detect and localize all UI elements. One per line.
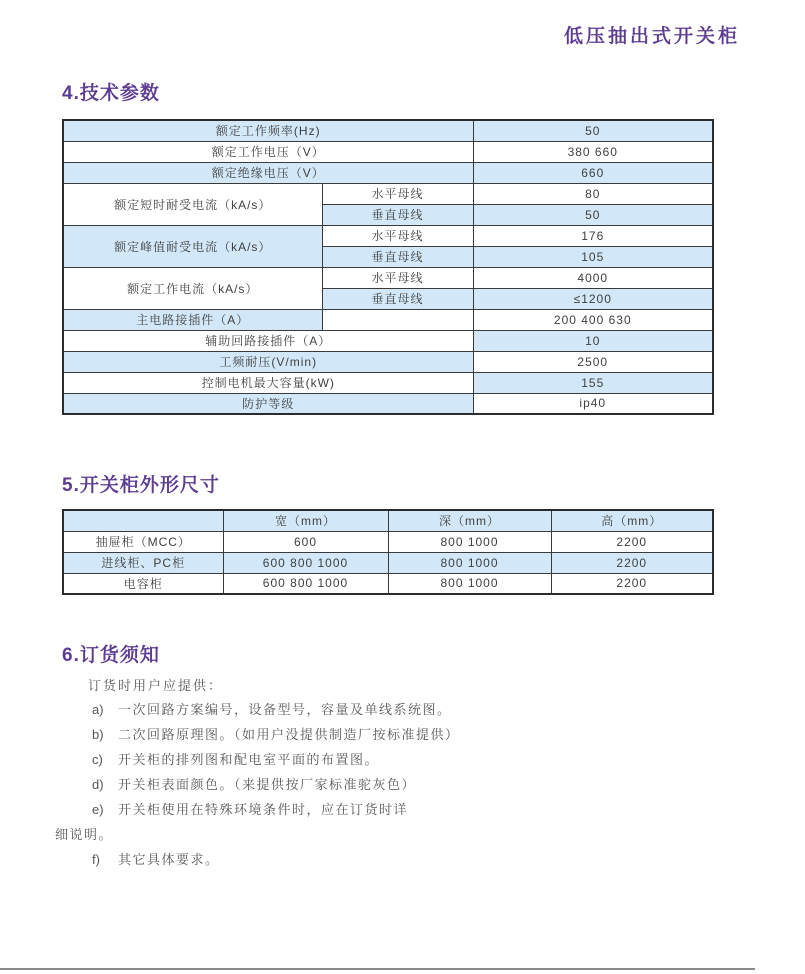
section-heading-ordering: 6.订货须知 — [62, 645, 160, 666]
list-item-text: 一次回路方案编号，设备型号，容量及单线系统图。 — [118, 702, 452, 717]
spec-label: 工频耐压(V/min) — [63, 351, 473, 372]
list-item-text: 细说明。 — [55, 827, 114, 842]
empty-cell — [322, 309, 473, 330]
list-item-text: 开关柜的排列图和配电室平面的布置图。 — [118, 752, 380, 767]
spec-group-label: 额定短时耐受电流（kA/s） — [63, 183, 322, 225]
dim-header-height: 高（mm） — [551, 510, 713, 531]
dim-value: 800 1000 — [388, 573, 551, 594]
table-row — [63, 393, 713, 414]
table-header-row — [63, 510, 713, 531]
list-item — [55, 722, 755, 747]
list-item — [55, 772, 755, 797]
spec-label: 辅助回路接插件（A） — [63, 330, 473, 351]
list-item — [55, 797, 755, 822]
spec-label: 额定工作电压（V） — [63, 141, 473, 162]
cabinet-type: 进线柜、PC柜 — [63, 552, 223, 573]
dim-value: 600 — [223, 531, 388, 552]
dim-value: 2200 — [551, 573, 713, 594]
spec-value: 4000 — [473, 267, 713, 288]
ordering-list — [55, 697, 755, 872]
bus-type-cell: 垂直母线 — [322, 204, 473, 225]
table-row — [63, 372, 713, 393]
ordering-intro: 订货时用户应提供： — [88, 678, 224, 693]
list-item-text: 二次回路原理图。（如用户没提供制造厂按标准提供） — [118, 727, 460, 742]
bus-type-cell: 水平母线 — [322, 225, 473, 246]
spec-value: 10 — [473, 330, 713, 351]
list-item — [55, 697, 755, 722]
spec-group-label: 额定工作电流（kA/s） — [63, 267, 322, 309]
dim-header-empty — [63, 510, 223, 531]
list-item-text: 开关柜表面颜色。（来提供按厂家标准驼灰色） — [118, 777, 417, 792]
spec-label: 主电路接插件（A） — [63, 309, 322, 330]
page-title: 低压抽出式开关柜 — [563, 26, 740, 47]
spec-label: 额定工作频率(Hz) — [63, 120, 473, 141]
table-row — [63, 309, 713, 330]
dim-value: 2200 — [551, 552, 713, 573]
spec-value: 2500 — [473, 351, 713, 372]
list-item — [55, 747, 755, 772]
dim-value: 800 1000 — [388, 552, 551, 573]
table-row — [63, 531, 713, 552]
table-row — [63, 183, 713, 204]
list-marker: d) — [92, 777, 104, 792]
spec-label: 控制电机最大容量(kW) — [63, 372, 473, 393]
spec-label: 额定绝缘电压（V） — [63, 162, 473, 183]
dim-value: 2200 — [551, 531, 713, 552]
dim-value: 600 800 1000 — [223, 573, 388, 594]
table-row — [63, 120, 713, 141]
dim-header-depth: 深（mm） — [388, 510, 551, 531]
bus-type-cell: 垂直母线 — [322, 246, 473, 267]
table-row — [63, 267, 713, 288]
list-marker: a) — [92, 702, 104, 717]
table-row — [63, 552, 713, 573]
cabinet-type: 电容柜 — [63, 573, 223, 594]
page-bottom-divider — [0, 968, 755, 970]
list-item-text: 其它具体要求。 — [118, 852, 220, 867]
list-marker: b) — [92, 727, 104, 742]
dim-header-width: 宽（mm） — [223, 510, 388, 531]
spec-value: 660 — [473, 162, 713, 183]
table-row — [63, 141, 713, 162]
table-row — [63, 330, 713, 351]
spec-label: 防护等级 — [63, 393, 473, 414]
bus-type-cell: 水平母线 — [322, 183, 473, 204]
spec-value: 105 — [473, 246, 713, 267]
table-row — [63, 573, 713, 594]
tech-specs-table — [62, 119, 714, 415]
spec-value: 176 — [473, 225, 713, 246]
list-marker: e) — [92, 802, 104, 817]
bus-type-cell: 水平母线 — [322, 267, 473, 288]
spec-value: ≤1200 — [473, 288, 713, 309]
spec-value: 50 — [473, 120, 713, 141]
bus-type-cell: 垂直母线 — [322, 288, 473, 309]
list-item-text: 开关柜使用在特殊环境条件时，应在订货时详 — [118, 802, 409, 817]
table-row — [63, 225, 713, 246]
dim-value: 800 1000 — [388, 531, 551, 552]
spec-value: ip40 — [473, 393, 713, 414]
spec-value: 50 — [473, 204, 713, 225]
spec-value: 380 660 — [473, 141, 713, 162]
list-item-continuation — [55, 822, 755, 847]
spec-group-label: 额定峰值耐受电流（kA/s） — [63, 225, 322, 267]
dimensions-table — [62, 509, 714, 595]
table-row — [63, 351, 713, 372]
section-heading-tech-params: 4.技术参数 — [62, 83, 160, 104]
spec-value: 155 — [473, 372, 713, 393]
list-marker: f) — [92, 852, 100, 867]
cabinet-type: 抽屉柜（MCC） — [63, 531, 223, 552]
spec-value: 80 — [473, 183, 713, 204]
list-item — [55, 847, 755, 872]
table-row — [63, 162, 713, 183]
dim-value: 600 800 1000 — [223, 552, 388, 573]
spec-value: 200 400 630 — [473, 309, 713, 330]
list-marker: c) — [92, 752, 103, 767]
section-heading-dimensions: 5.开关柜外形尺寸 — [62, 475, 220, 496]
